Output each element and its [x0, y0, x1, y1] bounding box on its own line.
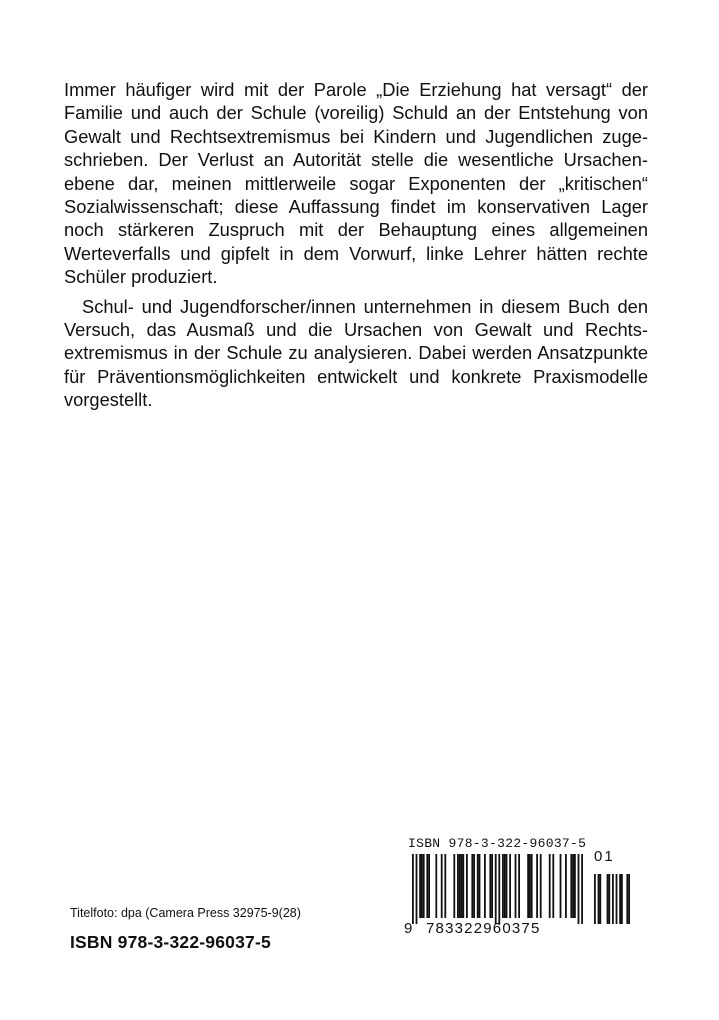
barcode-bar	[531, 854, 533, 918]
barcode-bar	[509, 854, 511, 918]
barcode-bar	[444, 854, 446, 918]
barcode-bar	[529, 854, 531, 918]
isbn-label: ISBN 978-3-322-96037-5	[70, 932, 271, 952]
addon-bar	[626, 874, 628, 924]
barcode-bar	[477, 854, 479, 918]
ean-first-digit: 9	[404, 920, 413, 937]
barcode-bar	[506, 854, 508, 918]
barcode-bar	[423, 854, 425, 918]
barcode-bar	[484, 854, 486, 918]
barcode-bar	[515, 854, 517, 918]
addon-bar	[598, 874, 600, 924]
barcode-bar	[560, 854, 562, 918]
barcode-bar	[540, 854, 542, 918]
barcode-bar	[453, 854, 455, 918]
barcode-bar	[466, 854, 468, 918]
barcode-guard-bar	[578, 854, 580, 924]
barcode-isbn-text: ISBN 978-3-322-96037-5	[408, 836, 587, 851]
barcode-bar	[489, 854, 491, 918]
barcode-bar	[565, 854, 567, 918]
barcode-guard-bar	[498, 854, 500, 924]
barcode-bar	[504, 854, 506, 918]
photo-credit: Titelfoto: dpa (Camera Press 32975-9(28)	[70, 906, 301, 920]
addon-bar	[607, 874, 609, 924]
barcode-bar	[549, 854, 551, 918]
barcode-guard-bar	[495, 854, 497, 924]
barcode-bar	[527, 854, 529, 918]
barcode-block	[398, 836, 648, 946]
barcode-bar	[457, 854, 459, 918]
barcode-bar	[419, 854, 421, 918]
barcode-bar	[473, 854, 475, 918]
addon-bar	[628, 874, 630, 924]
back-cover-blurb	[64, 78, 648, 412]
barcode-bar	[428, 854, 430, 918]
addon-bar	[599, 874, 601, 924]
blurb-paragraph-1: Immer häufiger wird mit der Parole „Die Erziehung hat versagt“ der Familie und auch der Schule (voreilig) Schuld an der Entstehung von Gewalt und Rechtsextremismus bei Kindern und Jugendlichen zugeschrieben. Der Verlust an Autorität stelle die wesentliche Ursachenebene dar, meinen mittlerweile sogar Exponenten der „kritischen“ Sozialwissenschaft; diese Auffassung findet im konservativen Lager noch stärkeren Zuspruch mit der Behauptung eines allgemeinen Werteverfalls und gipfelt in dem Vorwurf, linke Lehrer hätten rechte Schüler produziert.	[64, 79, 648, 288]
addon-bar	[612, 874, 614, 924]
addon-bar	[616, 874, 618, 924]
addon-bar	[621, 874, 623, 924]
barcode-guard-bar	[581, 854, 583, 924]
barcode-bar	[570, 854, 572, 918]
addon-bar	[619, 874, 621, 924]
addon-bar	[608, 874, 610, 924]
blurb-paragraph-2: Schul- und Jugendforscher/innen unternehmen in diesem Buch den Versuch, das Ausmaß und die Ursachen von Gewalt und Rechtsextremismus in der Schule zu analysieren. Dabei werden Ansatzpunkte für Präventionsmöglichkeiten entwickelt und konkrete Praxismodelle vorgestellt.	[64, 295, 648, 411]
addon-digits: 01	[594, 848, 615, 865]
barcode-guard-bar	[416, 854, 418, 924]
barcode-bar	[491, 854, 493, 918]
barcode-bar	[572, 854, 574, 918]
barcode-bar	[459, 854, 461, 918]
barcode-bar	[471, 854, 473, 918]
barcode-bar	[462, 854, 464, 918]
barcode-bar	[421, 854, 423, 918]
addon-bar	[594, 874, 596, 924]
barcode-bar	[552, 854, 554, 918]
barcode-bar	[502, 854, 504, 918]
barcode-bar	[536, 854, 538, 918]
barcode-bar	[441, 854, 443, 918]
barcode-bar	[435, 854, 437, 918]
barcode-bar	[479, 854, 481, 918]
barcode-bar	[461, 854, 463, 918]
barcode-bar	[518, 854, 520, 918]
barcode-bar	[574, 854, 576, 918]
barcode-bar	[426, 854, 428, 918]
ean-digits: 783322960375	[426, 920, 541, 937]
barcode-guard-bar	[412, 854, 414, 924]
